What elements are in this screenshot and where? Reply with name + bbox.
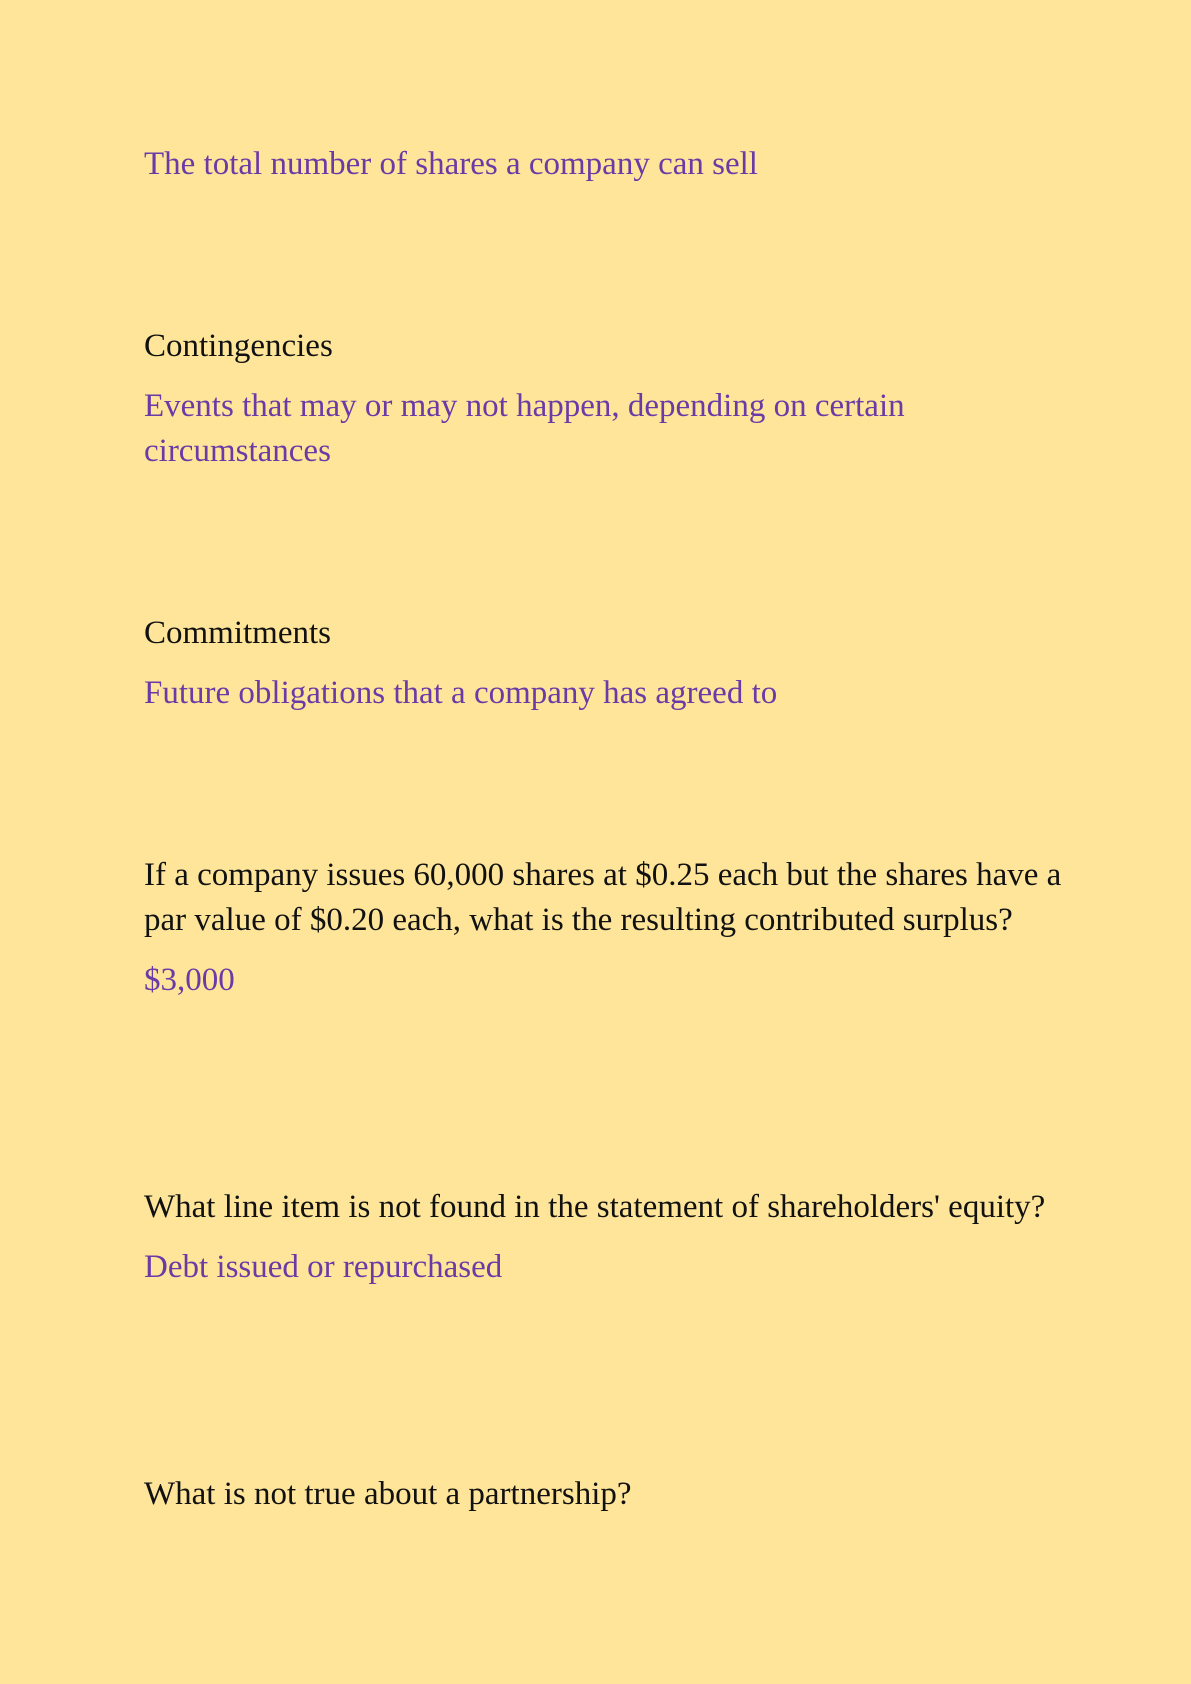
flashcard-2	[144, 611, 1064, 716]
flashcard-definition: The total number of shares a company can sell	[144, 146, 758, 182]
flashcard-term: Contingencies	[144, 328, 333, 364]
flashcard-definition: Events that may or may not happen, depending on certain circumstances	[144, 388, 905, 469]
flashcard-3	[144, 853, 1064, 1003]
flashcard-term: If a company issues 60,000 shares at $0.25 each but the shares have a par value of $0.20 each, what is the resulting contributed surplus?	[144, 857, 1062, 938]
flashcard-term: What line item is not found in the statement of shareholders' equity?	[144, 1189, 1046, 1225]
flashcard-1	[144, 324, 1064, 474]
flashcard-5	[144, 1472, 1064, 1517]
flashcard-definition: $3,000	[144, 962, 235, 998]
flashcard-term: Commitments	[144, 615, 332, 651]
flashcard-definition: Debt issued or repurchased	[144, 1249, 503, 1285]
flashcard-0	[144, 142, 1064, 187]
flashcard-definition: Future obligations that a company has agreed to	[144, 675, 778, 711]
flashcard-term: What is not true about a partnership?	[144, 1476, 632, 1512]
flashcard-4	[144, 1185, 1064, 1290]
